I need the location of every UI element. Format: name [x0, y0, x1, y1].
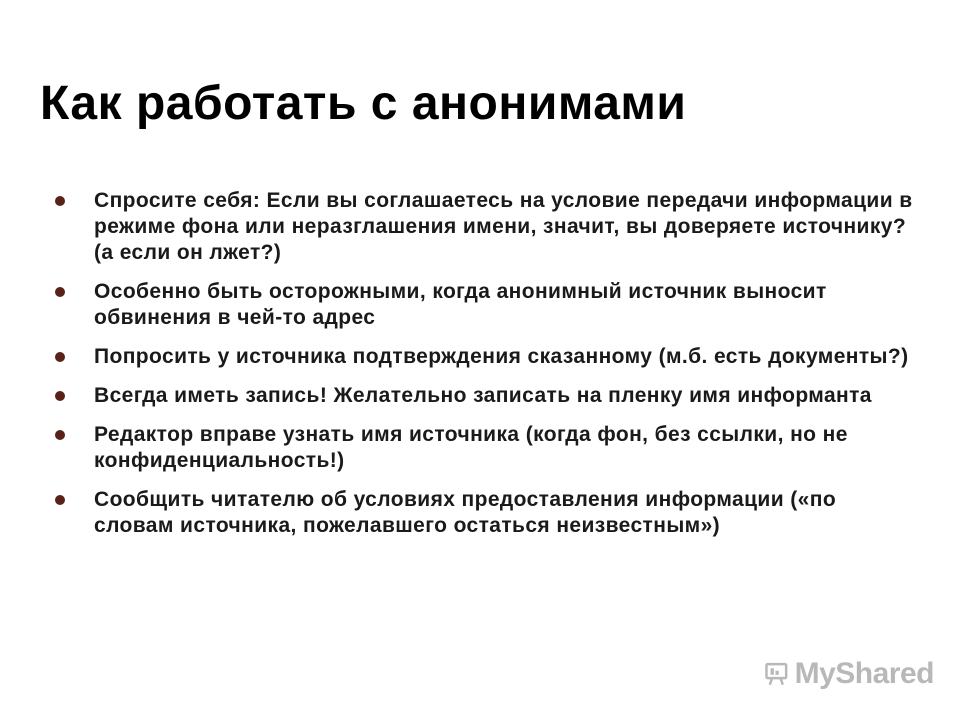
- bullet-dot-icon: [55, 430, 65, 440]
- myshared-watermark[interactable]: [764, 654, 934, 694]
- bullet-dot-icon: [55, 391, 65, 401]
- bullet-text: Особенно быть осторожными, когда анонимный источник выносит обвинения в чей-то адрес: [94, 280, 827, 329]
- bullet-list: [55, 188, 915, 552]
- bullet-item: [55, 422, 915, 474]
- bullet-text: Спросите себя: Если вы соглашаетесь на условие передачи информации в режиме фона или неразглашения имени, значит, вы доверяете источнику? (а если он лжет?): [94, 189, 913, 264]
- bullet-dot-icon: [55, 196, 65, 206]
- bullet-item: [55, 487, 915, 539]
- bullet-item: [55, 188, 915, 266]
- bullet-dot-icon: [55, 287, 65, 297]
- bullet-dot-icon: [55, 352, 65, 362]
- slide-title: Как работать с анонимами: [40, 77, 687, 130]
- bullet-text: Всегда иметь запись! Желательно записать на пленку имя информанта: [94, 384, 872, 407]
- bullet-text: Сообщить читателю об условиях предоставления информации («по словам источника, пожелавшего остаться неизвестным»): [94, 488, 837, 537]
- bullet-dot-icon: [55, 495, 65, 505]
- bullet-text: Редактор вправе узнать имя источника (когда фон, без ссылки, но не конфиденциальность!): [94, 423, 848, 472]
- presentation-board-icon: [764, 659, 789, 689]
- bullet-text: Попросить у источника подтверждения сказанному (м.б. есть документы?): [94, 345, 909, 368]
- bullet-item: [55, 383, 915, 409]
- bullet-item: [55, 344, 915, 370]
- bullet-item: [55, 279, 915, 331]
- watermark-text: MyShared: [794, 657, 934, 690]
